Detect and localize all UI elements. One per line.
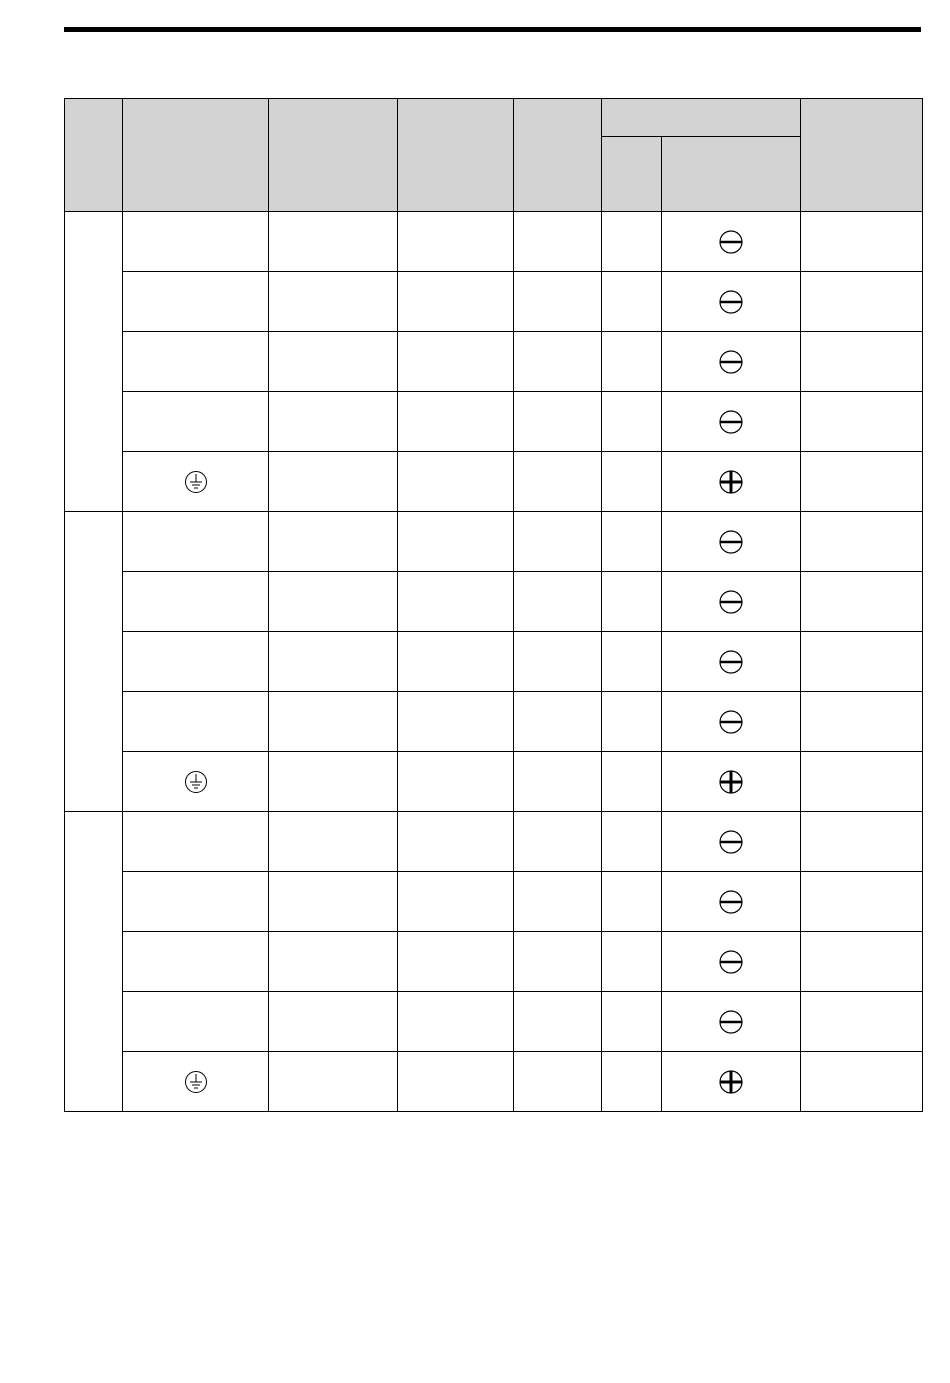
table-header	[65, 99, 923, 212]
cell-col-8	[801, 872, 923, 932]
terminal-cell	[123, 812, 269, 872]
table-row	[65, 752, 923, 812]
cell-col-8	[801, 992, 923, 1052]
terminal-cell	[123, 332, 269, 392]
cell-col-6	[602, 392, 662, 452]
driver-cell	[662, 812, 801, 872]
header-sub-2	[662, 137, 801, 212]
cell-col-3	[269, 332, 398, 392]
slotted-driver-icon	[718, 949, 744, 975]
cell-col-8	[801, 452, 923, 512]
slotted-driver-icon	[718, 829, 744, 855]
table-row	[65, 1052, 923, 1112]
terminal-cell	[123, 1052, 269, 1112]
terminal-cell	[123, 272, 269, 332]
cell-col-6	[602, 932, 662, 992]
terminal-cell	[123, 932, 269, 992]
slotted-driver-icon	[718, 409, 744, 435]
cell-col-5	[514, 692, 602, 752]
cell-col-6	[602, 992, 662, 1052]
cell-col-4	[398, 212, 514, 272]
phillips-driver-icon	[718, 469, 744, 495]
cell-col-3	[269, 452, 398, 512]
cell-col-8	[801, 692, 923, 752]
cell-col-4	[398, 272, 514, 332]
terminal-cell	[123, 452, 269, 512]
group-label-cell	[65, 812, 123, 1112]
table-row	[65, 452, 923, 512]
cell-col-5	[514, 872, 602, 932]
slotted-driver-icon	[718, 889, 744, 915]
table-row	[65, 572, 923, 632]
table-row	[65, 992, 923, 1052]
driver-cell	[662, 572, 801, 632]
cell-col-6	[602, 332, 662, 392]
cell-col-4	[398, 632, 514, 692]
driver-cell	[662, 992, 801, 1052]
cell-col-6	[602, 872, 662, 932]
phillips-driver-icon	[718, 769, 744, 795]
cell-col-3	[269, 752, 398, 812]
driver-cell	[662, 632, 801, 692]
cell-col-5	[514, 752, 602, 812]
table-body	[65, 212, 923, 1112]
cell-col-3	[269, 512, 398, 572]
driver-cell	[662, 752, 801, 812]
table-row	[65, 872, 923, 932]
cell-col-6	[602, 812, 662, 872]
header-col-3	[269, 99, 398, 212]
driver-cell	[662, 872, 801, 932]
slotted-driver-icon	[718, 709, 744, 735]
table-row	[65, 632, 923, 692]
cell-col-3	[269, 692, 398, 752]
cell-col-4	[398, 572, 514, 632]
cell-col-6	[602, 452, 662, 512]
cell-col-5	[514, 452, 602, 512]
cell-col-3	[269, 272, 398, 332]
cell-col-3	[269, 212, 398, 272]
driver-cell	[662, 452, 801, 512]
cell-col-8	[801, 812, 923, 872]
cell-col-4	[398, 872, 514, 932]
table-row	[65, 272, 923, 332]
cell-col-8	[801, 392, 923, 452]
cell-col-3	[269, 392, 398, 452]
cell-col-8	[801, 1052, 923, 1112]
cell-col-5	[514, 332, 602, 392]
driver-cell	[662, 1052, 801, 1112]
top-rule	[64, 27, 921, 32]
table-row	[65, 692, 923, 752]
slotted-driver-icon	[718, 589, 744, 615]
group-label-cell	[65, 212, 123, 512]
cell-col-4	[398, 932, 514, 992]
group-label-cell	[65, 512, 123, 812]
cell-col-6	[602, 512, 662, 572]
slotted-driver-icon	[718, 1009, 744, 1035]
cell-col-4	[398, 812, 514, 872]
table-row	[65, 332, 923, 392]
terminal-cell	[123, 392, 269, 452]
cell-col-5	[514, 392, 602, 452]
header-sub-1	[602, 137, 662, 212]
driver-cell	[662, 272, 801, 332]
cell-col-8	[801, 572, 923, 632]
cell-col-3	[269, 572, 398, 632]
table-row	[65, 212, 923, 272]
driver-cell	[662, 212, 801, 272]
cell-col-8	[801, 932, 923, 992]
terminal-cell	[123, 212, 269, 272]
cell-col-4	[398, 392, 514, 452]
cell-col-3	[269, 932, 398, 992]
cell-col-4	[398, 752, 514, 812]
cell-col-6	[602, 572, 662, 632]
cell-col-4	[398, 992, 514, 1052]
cell-col-5	[514, 212, 602, 272]
terminal-cell	[123, 632, 269, 692]
slotted-driver-icon	[718, 649, 744, 675]
table-row	[65, 812, 923, 872]
terminal-cell	[123, 512, 269, 572]
slotted-driver-icon	[718, 229, 744, 255]
terminal-spec-table	[64, 98, 923, 1112]
slotted-driver-icon	[718, 529, 744, 555]
cell-col-5	[514, 992, 602, 1052]
cell-col-3	[269, 872, 398, 932]
cell-col-8	[801, 752, 923, 812]
driver-cell	[662, 932, 801, 992]
driver-cell	[662, 392, 801, 452]
terminal-cell	[123, 692, 269, 752]
driver-cell	[662, 692, 801, 752]
header-col-1	[65, 99, 123, 212]
cell-col-6	[602, 272, 662, 332]
cell-col-6	[602, 632, 662, 692]
cell-col-6	[602, 752, 662, 812]
slotted-driver-icon	[718, 349, 744, 375]
cell-col-8	[801, 212, 923, 272]
cell-col-5	[514, 512, 602, 572]
terminal-cell	[123, 992, 269, 1052]
header-col-8	[801, 99, 923, 212]
cell-col-5	[514, 932, 602, 992]
cell-col-5	[514, 812, 602, 872]
table-row	[65, 932, 923, 992]
ground-icon	[184, 470, 208, 494]
table-row	[65, 392, 923, 452]
ground-icon	[184, 1070, 208, 1094]
cell-col-3	[269, 812, 398, 872]
cell-col-4	[398, 512, 514, 572]
cell-col-4	[398, 692, 514, 752]
terminal-cell	[123, 572, 269, 632]
cell-col-8	[801, 272, 923, 332]
cell-col-4	[398, 452, 514, 512]
table-row	[65, 512, 923, 572]
header-col-2	[123, 99, 269, 212]
header-col-4	[398, 99, 514, 212]
cell-col-4	[398, 332, 514, 392]
driver-cell	[662, 332, 801, 392]
cell-col-6	[602, 1052, 662, 1112]
cell-col-6	[602, 212, 662, 272]
driver-cell	[662, 512, 801, 572]
cell-col-8	[801, 512, 923, 572]
cell-col-5	[514, 1052, 602, 1112]
cell-col-6	[602, 692, 662, 752]
cell-col-8	[801, 332, 923, 392]
phillips-driver-icon	[718, 1069, 744, 1095]
cell-col-3	[269, 1052, 398, 1112]
terminal-cell	[123, 752, 269, 812]
cell-col-4	[398, 1052, 514, 1112]
cell-col-5	[514, 272, 602, 332]
cell-col-3	[269, 992, 398, 1052]
header-group	[602, 99, 801, 137]
ground-icon	[184, 770, 208, 794]
cell-col-8	[801, 632, 923, 692]
header-col-5	[514, 99, 602, 212]
slotted-driver-icon	[718, 289, 744, 315]
terminal-cell	[123, 872, 269, 932]
cell-col-3	[269, 632, 398, 692]
cell-col-5	[514, 632, 602, 692]
cell-col-5	[514, 572, 602, 632]
